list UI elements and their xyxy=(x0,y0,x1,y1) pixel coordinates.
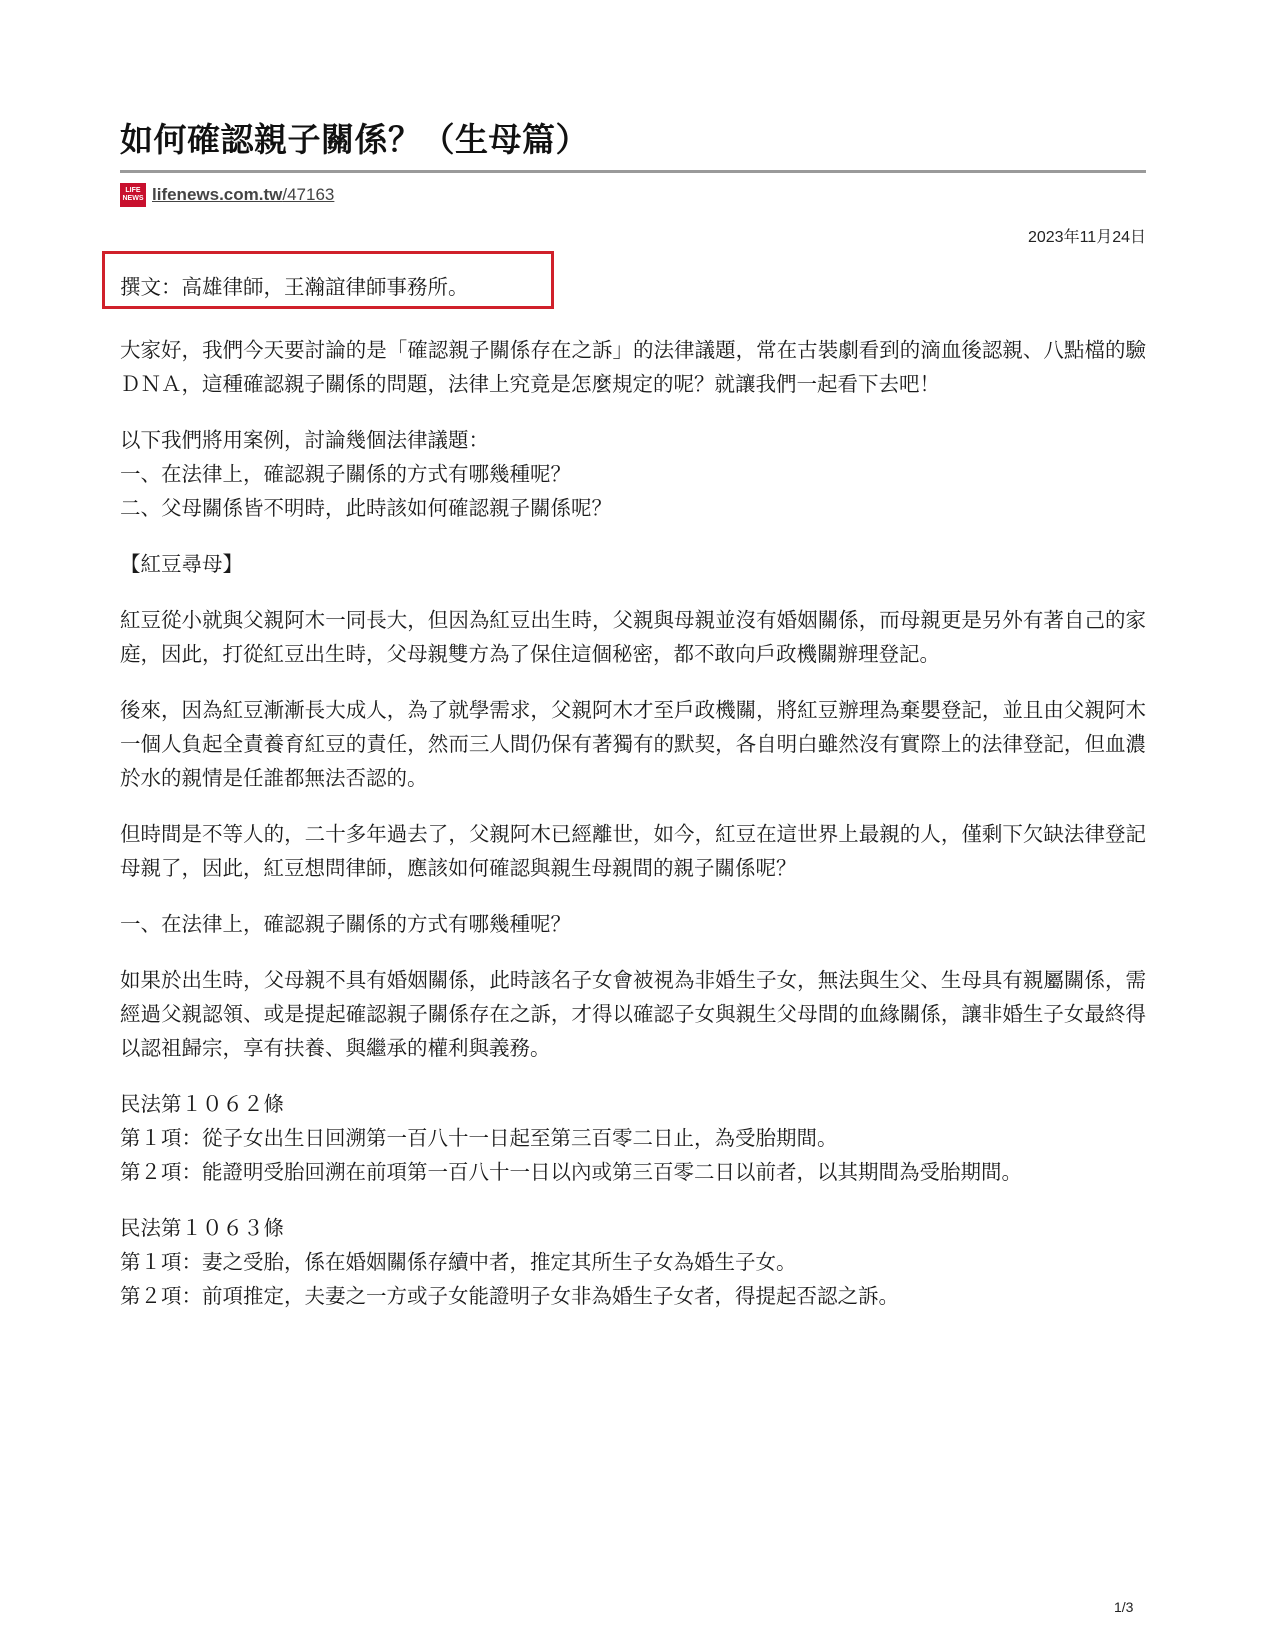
paragraph xyxy=(120,423,1146,525)
paragraph xyxy=(120,693,1146,795)
paragraph-line: 如果於出生時，父母親不具有婚姻關係，此時該名子女會被視為非婚生子女，無法與生父、生母具有親屬關係，需經過父親認領、或是提起確認親子關係存在之訴，才得以確認子女與親生父母間的血緣關係，讓非婚生子女最終得以認祖歸宗，享有扶養、與繼承的權利與義務。 xyxy=(120,968,1146,1060)
publish-date: 2023年11月24日 xyxy=(1027,229,1146,246)
paragraph-line: 大家好，我們今天要討論的是「確認親子關係存在之訴」的法律議題，常在古裝劇看到的滴血後認親、八點檔的驗ＤＮＡ，這種確認親子關係的問題，法律上究竟是怎麼規定的呢？就讓我們一起看下去吧！ xyxy=(120,338,1146,396)
paragraph-line: 第１項：妻之受胎，係在婚姻關係存續中者，推定其所生子女為婚生子女。 xyxy=(120,1250,797,1274)
paragraph xyxy=(120,333,1146,401)
paragraph-line: 二、父母關係皆不明時，此時該如何確認親子關係呢？ xyxy=(120,496,612,520)
paragraph-line: 以下我們將用案例，討論幾個法律議題： xyxy=(120,428,489,452)
article-title: 如何確認親子關係？（生母篇） xyxy=(120,120,589,159)
paragraph-line: 第２項：能證明受胎回溯在前項第一百八十一日以內或第三百零二日以前者，以其期間為受胎期間。 xyxy=(120,1160,1022,1184)
paragraph-line: 第２項：前項推定，夫妻之一方或子女能證明子女非為婚生子女者，得提起否認之訴。 xyxy=(120,1284,899,1308)
paragraph-line: 紅豆從小就與父親阿木一同長大，但因為紅豆出生時，父親與母親並沒有婚姻關係，而母親更是另外有著自己的家庭，因此，打從紅豆出生時，父母親雙方為了保住這個秘密，都不敢向戶政機關辦理登記。 xyxy=(120,608,1146,666)
paragraph-line: 後來，因為紅豆漸漸長大成人，為了就學需求，父親阿木才至戶政機關，將紅豆辦理為棄嬰登記，並且由父親阿木一個人負起全責養育紅豆的責任，然而三人間仍保有著獨有的默契，各自明白雖然沒有實際上的法律登記，但血濃於水的親情是任誰都無法否認的。 xyxy=(120,698,1146,790)
paragraph xyxy=(120,1211,1146,1313)
page-number: 1/3 xyxy=(1114,1599,1134,1615)
lifenews-logo xyxy=(120,183,146,207)
paragraph-line: 一、在法律上，確認親子關係的方式有哪幾種呢？ xyxy=(120,462,571,486)
paragraph-line: 民法第１０６３條 xyxy=(120,1216,284,1240)
paragraph-line: 【紅豆尋母】 xyxy=(120,552,243,576)
title-divider xyxy=(120,170,1146,173)
paragraph-line: 但時間是不等人的，二十多年過去了，父親阿木已經離世，如今，紅豆在這世界上最親的人，僅剩下欠缺法律登記母親了，因此，紅豆想問律師，應該如何確認與親生母親間的親子關係呢？ xyxy=(120,822,1146,880)
article-body xyxy=(120,333,1146,1335)
source-line xyxy=(120,183,334,207)
paragraph xyxy=(120,817,1146,885)
paragraph xyxy=(120,1087,1146,1189)
paragraph xyxy=(120,547,1146,581)
source-link[interactable] xyxy=(152,185,334,205)
logo-text-top: LIFE xyxy=(125,187,141,194)
paragraph xyxy=(120,907,1146,941)
paragraph-line: 一、在法律上，確認親子關係的方式有哪幾種呢？ xyxy=(120,912,571,936)
source-domain: lifenews.com.tw xyxy=(152,185,283,204)
logo-text-bottom: NEWS xyxy=(122,195,144,202)
source-path: /47163 xyxy=(282,185,335,204)
paragraph xyxy=(120,603,1146,671)
paragraph-line: 第１項：從子女出生日回溯第一百八十一日起至第三百零二日止，為受胎期間。 xyxy=(120,1126,838,1150)
paragraph-line: 民法第１０６２條 xyxy=(120,1092,284,1116)
byline: 撰文：高雄律師，王瀚誼律師事務所。 xyxy=(120,275,469,299)
paragraph xyxy=(120,963,1146,1065)
